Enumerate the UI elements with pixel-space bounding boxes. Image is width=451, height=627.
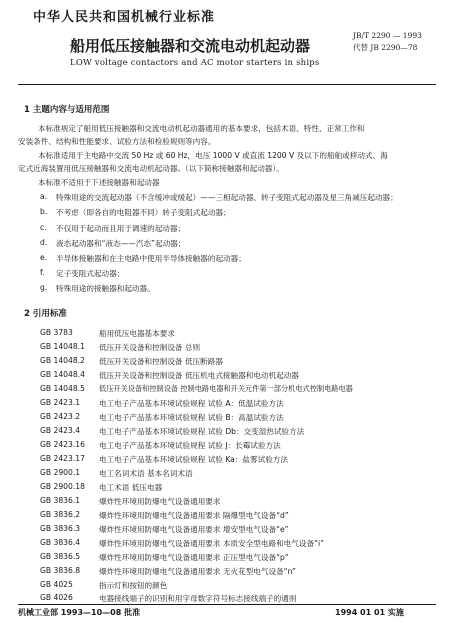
reference-title: 电工电子产品基本环境试验规程 试验 J：长霉试验方法 [99, 441, 281, 450]
reference-title: 指示灯和按钮的颜色 [99, 581, 168, 590]
reference-title: 低压开关设备和控制设备 低压机电式接触器和电动机起动器 [99, 371, 299, 380]
reference-code: GB 2423.1 [40, 398, 81, 407]
reference-title: 船用低压电器基本要求 [99, 329, 175, 338]
list-item: 不仅用于起动而且用于调速的起动器； [56, 224, 186, 233]
reference-title: 爆炸性环境用防爆电气设备通用要求 [99, 497, 221, 506]
section-2-heading: 2 引用标准 [24, 309, 67, 319]
reference-code: GB 2423.2 [40, 412, 81, 421]
list-item-marker: f. [40, 268, 45, 277]
reference-code: GB 3836.4 [40, 538, 81, 547]
reference-title: 低压开关设备和控制设备 控制电路电器和开关元件第一部分机电式控制电路电器 [99, 384, 353, 393]
document-title-cn: 船用低压接触器和交流电动机起动器 [70, 37, 311, 55]
reference-title: 电工电子产品基本环境试验规程 试验 B：高温试验方法 [99, 413, 284, 422]
footer-rule [18, 604, 436, 605]
list-item-marker: d. [40, 238, 48, 247]
reference-title: 爆炸性环境用防爆电气设备通用要求 无火花型电气设备“n” [99, 567, 296, 576]
document-title-en: LOW voltage contactors and AC motor starters in ships [70, 58, 320, 68]
list-item: 定子变阻式起动器； [56, 269, 125, 278]
reference-title: 爆炸性环境用防爆电气设备通用要求 隔爆型电气设备“d” [99, 511, 289, 520]
reference-title: 爆炸性环境用防爆电气设备通用要求 增安型电气设备“e” [99, 525, 289, 534]
standard-type-heading: 中华人民共和国机械行业标准 [33, 10, 216, 25]
reference-code: GB 3836.5 [40, 552, 81, 561]
reference-code: GB 3783 [40, 328, 73, 337]
reference-title: 电工电子产品基本环境试验规程 试验 Db：交变湿热试验方法 [99, 427, 305, 436]
reference-code: GB 3836.1 [40, 496, 81, 505]
list-item: 特殊用途的交流起动器（不含缓冲或缓起）——三相起动器、转子变阻式起动器及星三角减压起动器； [56, 193, 398, 202]
reference-code: GB 3836.2 [40, 510, 81, 519]
reference-code: GB 3836.8 [40, 566, 81, 575]
list-item-marker: e. [40, 253, 48, 262]
paragraph-line: 本标准适用于主电路中交流 50 Hz 或 60 Hz，电压 1000 V 或直流 1200 V 及以下的船舶或移动式、海 [38, 151, 388, 160]
reference-title: 电器接线端子的识别和用字母数字符号标志接线端子的通则 [99, 594, 297, 603]
reference-code: GB 2423.17 [40, 454, 85, 463]
reference-title: 低压开关设备和控制设备 总则 [99, 343, 201, 352]
reference-code: GB 14048.2 [40, 356, 85, 365]
reference-code: GB 14048.1 [40, 342, 85, 351]
reference-code: GB 2423.16 [40, 440, 85, 449]
list-item: 液态起动器和“液态——汽态”起动器； [56, 239, 186, 248]
standard-code: JB/T 2290 — 1993 [353, 31, 422, 40]
reference-code: GB 2900.18 [40, 482, 85, 491]
reference-title: 电工电子产品基本环境试验规程 试验 A：低温试验方法 [99, 399, 284, 408]
replaces-note: 代替 JB 2290—78 [353, 43, 418, 52]
list-item-marker: a. [40, 192, 48, 201]
header-rule [18, 84, 436, 85]
reference-title: 爆炸性环境用防爆电气设备通用要求 正压型电气设备“p” [99, 553, 289, 562]
reference-code: GB 4025 [40, 580, 73, 589]
reference-code: GB 3836.3 [40, 524, 81, 533]
paragraph-line: 定式近海装置用低压接触器和交流电动机起动器。（以下简称接触器和起动器）。 [18, 164, 284, 173]
reference-title: 爆炸性环境用防爆电气设备通用要求 本质安全型电路和电气设备“i” [99, 539, 325, 548]
reference-title: 电工电子产品基本环境试验规程 试验 Ka：盐雾试验方法 [99, 455, 288, 464]
list-item-marker: c. [40, 223, 47, 232]
implementation-date: 1994 01 01 实施 [335, 608, 404, 617]
reference-title: 电工术语 低压电器 [99, 483, 163, 492]
list-item: 半导体接触器和在主电路中使用半导体接触器的起动器； [56, 254, 246, 263]
reference-title: 低压开关设备和控制设备 低压断路器 [99, 357, 223, 366]
reference-code: GB 4026 [40, 593, 73, 602]
paragraph-line: 本标准规定了船用低压接触器和交流电动机起动器通用的基本要求，包括术语、特性、正常工作和 [38, 124, 365, 133]
paragraph-line: 安装条件、结构和性能要求、试验方法和检验规则等内容。 [18, 137, 216, 146]
reference-title: 电工名词术语 基本名词术语 [99, 469, 193, 478]
list-item-marker: g. [40, 283, 48, 292]
paragraph-line: 本标准不适用于下述接触器和起动器 [38, 178, 160, 187]
list-item: 特殊用途的接触器和起动器。 [56, 284, 155, 293]
reference-code: GB 14048.4 [40, 370, 85, 379]
list-item-marker: b. [40, 207, 48, 216]
reference-code: GB 14048.5 [40, 384, 85, 393]
section-1-heading: 1 主题内容与适用范围 [24, 105, 110, 115]
reference-code: GB 2423.4 [40, 426, 81, 435]
reference-code: GB 2900.1 [40, 468, 81, 477]
list-item: 不考虑（即各自的电阻器不同）转子变阻式起动器； [56, 208, 231, 217]
approval-note: 机械工业部 1993—10—08 批准 [18, 608, 141, 617]
